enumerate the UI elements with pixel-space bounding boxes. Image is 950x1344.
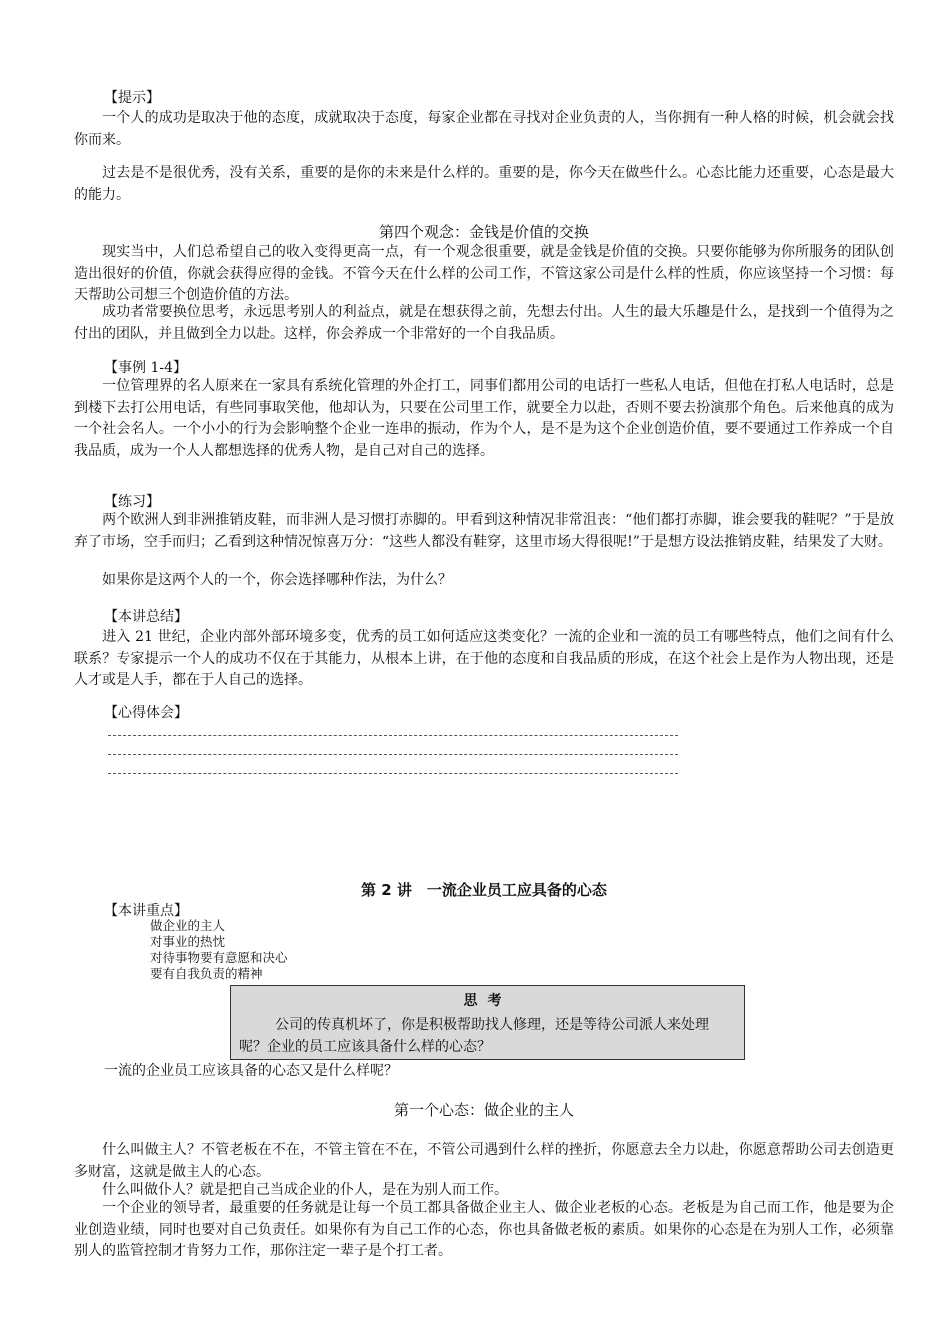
keypoint-item: 做企业的主人: [150, 918, 226, 933]
concept-4-heading: 第四个观念：金钱是价值的交换: [378, 223, 589, 241]
exercise-paragraph-2: 如果你是这两个人的一个，你会选择哪种作法，为什么？: [102, 572, 452, 588]
reflection-line-1: [108, 735, 678, 736]
tip-paragraph-1: 一个人的成功是取决于他的态度，成就取决于态度，每家企业都在寻找对企业负责的人，当你拥有一种人格的时候，机会就会找你而来。: [74, 110, 894, 148]
mindset-1-paragraph-2: 什么叫做仆人？就是把自己当成企业的仆人，是在为别人而工作。: [102, 1182, 508, 1198]
case-label: 【事例 1-4】: [104, 360, 187, 376]
think-box: [230, 985, 745, 1060]
summary-paragraph: 进入 21 世纪，企业内部外部环境多变，优秀的员工如何适应这类变化？一流的企业和一流的员工有哪些特点，他们之间有什么联系？专家提示一个人的成功不仅在于其能力，从根本上讲，在于他的态度和自我品质的形成，在这个社会上是作为人物出现，还是人才或是人手，都在于人自己的选择。: [74, 629, 894, 688]
think-title: 思考: [463, 993, 512, 1009]
after-box-text: 一流的企业员工应该具备的心态又是什么样呢？: [104, 1063, 398, 1079]
exercise-paragraph-1: 两个欧洲人到非洲推销皮鞋，而非洲人是习惯打赤脚的。甲看到这种情况非常沮丧：“他们都打赤脚，谁会要我的鞋呢？”于是放弃了市场，空手而归；乙看到这种情况惊喜万分：“这些人都没有鞋穿，这里市场大得很呢!”于是想方设法推销皮鞋，结果发了大财。: [74, 512, 894, 550]
think-body: 公司的传真机坏了，你是积极帮助找人修理，还是等待公司派人来处理呢？企业的员工应该具备什么样的心态？: [239, 1017, 709, 1055]
reflection-line-2: [108, 754, 678, 755]
keypoints-list: [150, 918, 288, 982]
lecture-2-title: 第 2 讲 一流企业员工应具备的心态: [361, 881, 607, 899]
case-paragraph: 一位管理界的名人原来在一家具有系统化管理的外企打工，同事们都用公司的电话打一些私人电话，但他在打私人电话时，总是到楼下去打公用电话，有些同事取笑他，他却认为，只要在公司里工作，就要全力以赴，否则不要去扮演那个角色。后来他真的成为一个社会名人。一个小小的行为会影响整个企业一连串的振动，作为个人，是不是为这个企业创造价值，要不要通过工作养成一个自我品质，成为一个人人都想选择的优秀人物，是自己对自己的选择。: [74, 378, 894, 459]
concept-4-paragraph-1: 现实当中，人们总希望自己的收入变得更高一点，有一个观念很重要，就是金钱是价值的交换。只要你能够为你所服务的团队创造出很好的价值，你就会获得应得的金钱。不管今天在什么样的公司工作，不管这家公司是什么样的性质，你应该坚持一个习惯：每天帮助公司想三个创造价值的方法。: [74, 244, 894, 303]
tip-paragraph-2: 过去是不是很优秀，没有关系，重要的是你的未来是什么样的。重要的是，你今天在做些什么。心态比能力还重要，心态是最大的能力。: [74, 165, 894, 203]
keypoint-item: 要有自我负责的精神: [150, 966, 263, 981]
concept-4-paragraph-2: 成功者常要换位思考，永远思考别人的利益点，就是在想获得之前，先想去付出。人生的最大乐趣是什么，是找到一个值得为之付出的团队，并且做到全力以赴。这样，你会养成一个非常好的一个自我品质。: [74, 304, 894, 342]
keypoints-label: 【本讲重点】: [104, 903, 188, 919]
tip-label: 【提示】: [104, 90, 160, 106]
mindset-1-heading: 第一个心态：做企业的主人: [393, 1101, 574, 1119]
summary-label: 【本讲总结】: [104, 609, 188, 625]
mindset-1-paragraph-1: 什么叫做主人？不管老板在不在，不管主管在不在，不管公司遇到什么样的挫折，你愿意去全力以赴，你愿意帮助公司去创造更多财富，这就是做主人的心态。: [74, 1142, 894, 1180]
reflection-label: 【心得体会】: [104, 705, 188, 721]
mindset-1-paragraph-3: 一个企业的领导者，最重要的任务就是让每一个员工都具备做企业主人、做企业老板的心态。老板是为自己而工作，他是要为企业创造业绩，同时也要对自己负责任。如果你有为自己工作的心态，你也具备做老板的素质。如果你的心态是在为别人工作，必须靠别人的监管控制才肯努力工作，那你注定一辈子是个打工者。: [74, 1200, 894, 1259]
reflection-line-3: [108, 773, 678, 774]
keypoint-item: 对待事物要有意愿和决心: [150, 950, 288, 965]
exercise-label: 【练习】: [104, 494, 160, 510]
keypoint-item: 对事业的热忱: [150, 934, 226, 949]
